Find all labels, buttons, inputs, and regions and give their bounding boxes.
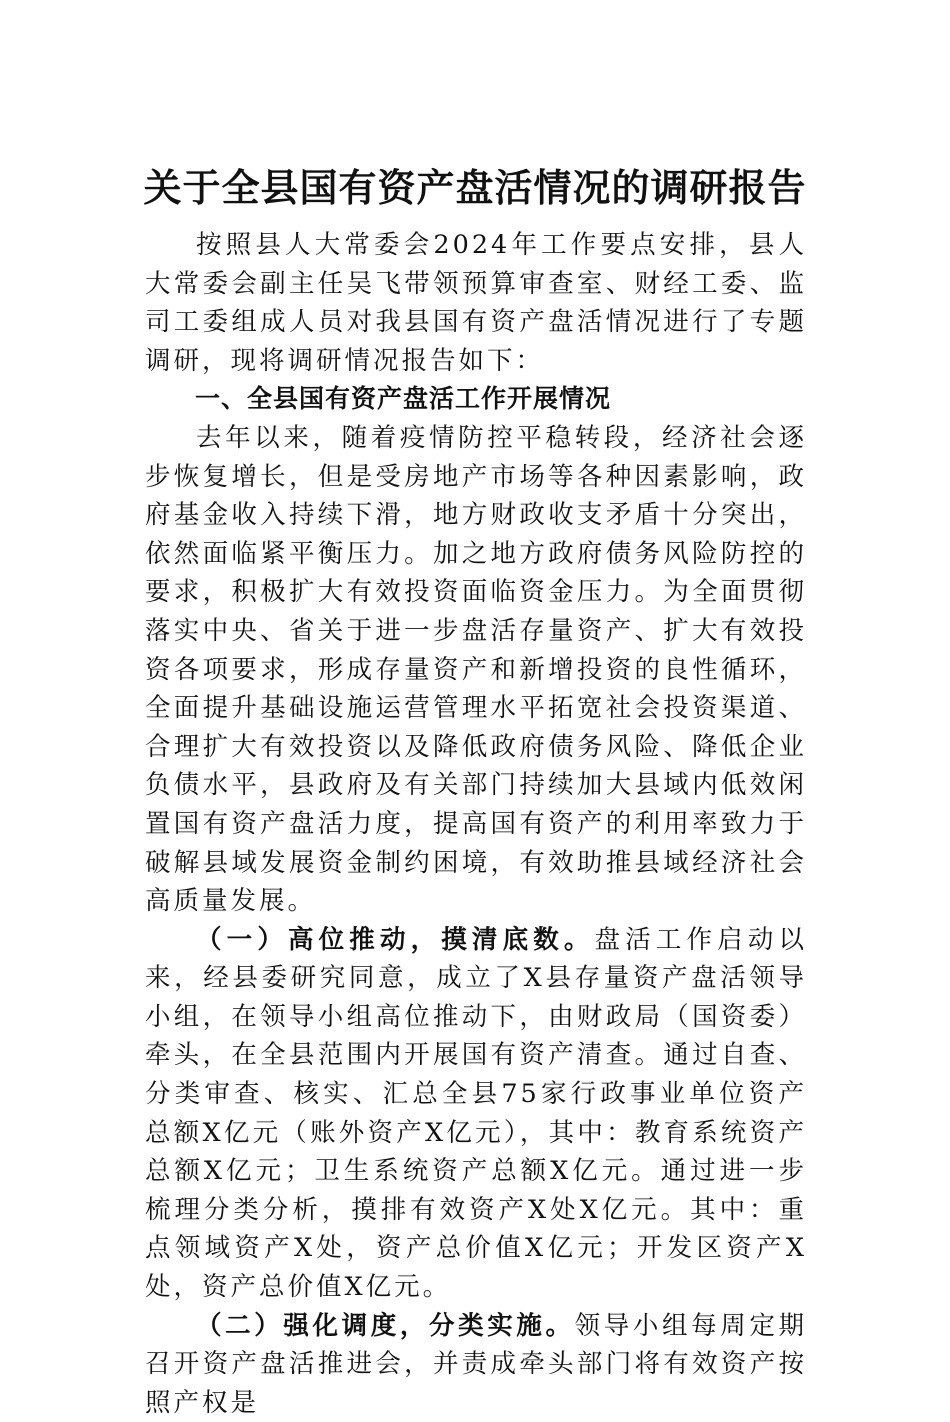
item-2-paragraph bbox=[145, 1307, 807, 1422]
item-1-paragraph bbox=[145, 921, 807, 1307]
intro-paragraph: 按照县人大常委会2024年工作要点安排，县人大常委会副主任吴飞带领预算审查室、财经工委、监司工委组成人员对我县国有资产盘活情况进行了专题调研，现将调研情况报告如下： bbox=[145, 230, 807, 376]
document-title: 关于全县国有资产盘活情况的调研报告 bbox=[143, 165, 807, 210]
item-2-lead: （二）强化调度，分类实施。 bbox=[196, 1310, 575, 1341]
item-1-body: 盘活工作启动以来，经县委研究同意，成立了X县存量资产盘活领导小组，在领导小组高位推动下，由财政局（国资委）牵头，在全县范围内开展国有资产清查。通过自查、分类审查、核实、汇总全县75家行政事业单位资产总额X亿元（账外资产X亿元），其中：教育系统资产总额X亿元；卫生系统资产总额X亿元。通过进一步梳理分类分析，摸排有效资产X处X亿元。其中：重点领域资产X处，资产总价值X亿元；开发区资产X处，资产总价值X亿元。 bbox=[145, 924, 807, 1303]
item-2-body: 领导小组每周定期召开资产盘活推进会，并责成牵头部门将有效资产按照产权是 bbox=[145, 1310, 807, 1418]
item-1-lead: （一）高位推动，摸清底数。 bbox=[196, 924, 595, 955]
section-1-paragraph: 去年以来，随着疫情防控平稳转段，经济社会逐步恢复增长，但是受房地产市场等各种因素影响，政府基金收入持续下滑，地方财政收支矛盾十分突出，依然面临紧平衡压力。加之地方政府债务风险防控的要求，积极扩大有效投资面临资金压力。为全面贯彻落实中央、省关于进一步盘活存量资产、扩大有效投资各项要求，形成存量资产和新增投资的良性循环，全面提升基础设施运营管理水平拓宽社会投资渠道、合理扩大有效投资以及降低政府债务风险、降低企业负债水平，县政府及有关部门持续加大县域内低效闲置国有资产盘活力度，提高国有资产的利用率致力于破解县域发展资金制约困境，有效助推县域经济社会高质量发展。 bbox=[145, 422, 807, 917]
document-body bbox=[145, 226, 807, 1422]
section-heading-1: 一、全县国有资产盘活工作开展情况 bbox=[195, 384, 612, 414]
